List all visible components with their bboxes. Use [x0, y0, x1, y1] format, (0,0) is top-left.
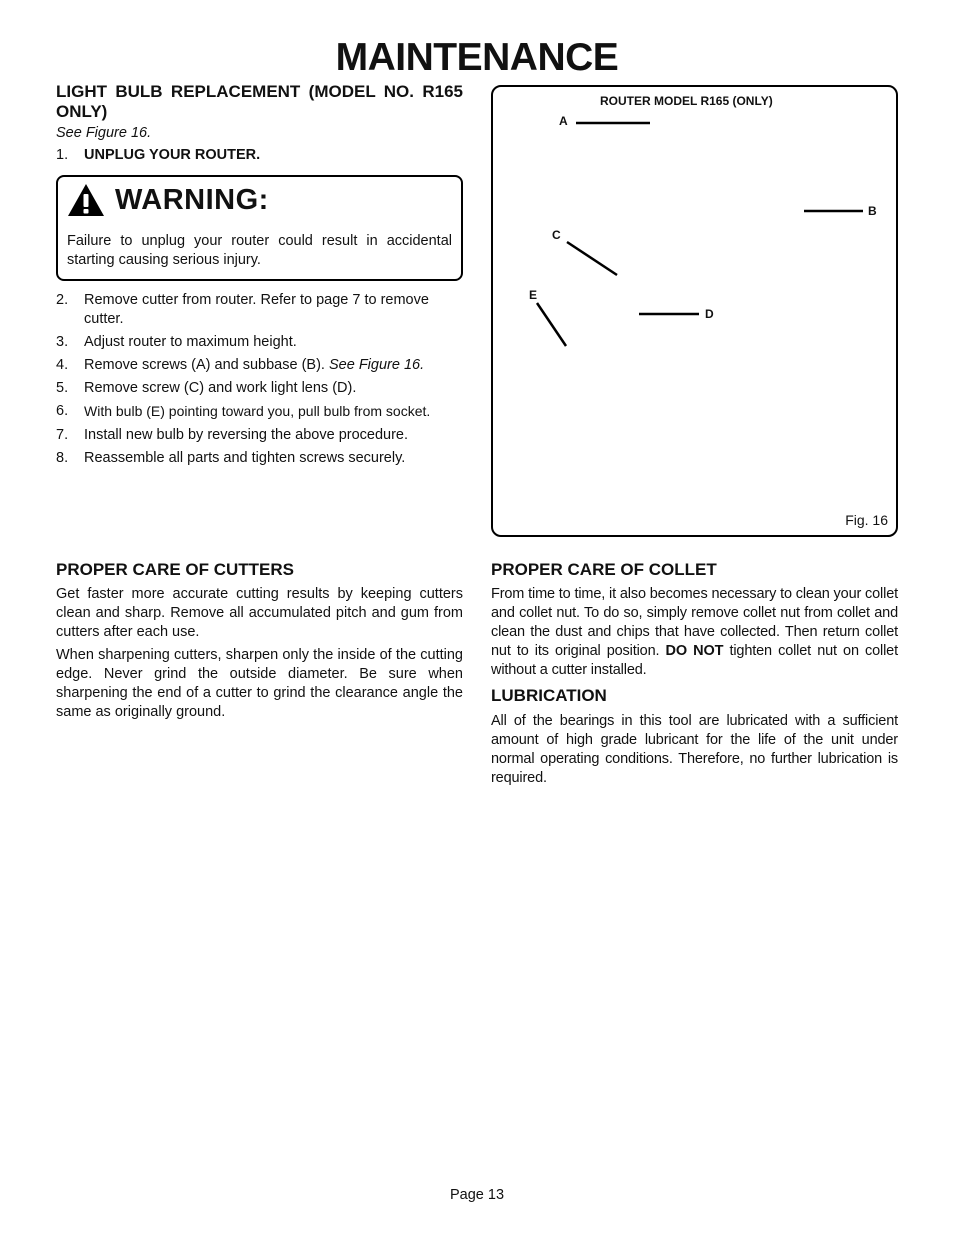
step-text: Remove cutter from router. Refer to page 7 to remove cutter.: [84, 292, 429, 327]
step-4: [56, 356, 463, 375]
lubrication-heading: LUBRICATION: [491, 686, 607, 705]
step-number: 1.: [56, 147, 69, 163]
callout-label-c: C: [552, 228, 561, 242]
step-2: [56, 291, 463, 329]
figure-16: [491, 85, 898, 537]
collet-text-end: tighten collet nut on collet without a cutter installed.: [491, 643, 898, 678]
left-column: [56, 82, 463, 472]
step-number: 6.: [56, 403, 69, 419]
light-bulb-heading: LIGHT BULB REPLACEMENT (MODEL NO. R165 ONLY): [56, 82, 463, 121]
step-text: Adjust router to maximum height.: [84, 334, 297, 350]
warning-header: [67, 183, 452, 217]
step-6: [56, 402, 463, 422]
warning-text: Failure to unplug your router could result in accidental starting causing serious injury.: [67, 233, 452, 268]
warning-triangle-icon: [67, 183, 105, 217]
warning-box: [56, 175, 463, 281]
collet-do-not: DO NOT: [665, 643, 724, 659]
figure-callout-lines: [493, 87, 896, 535]
step-number: 2.: [56, 292, 69, 308]
step-1: [56, 146, 463, 165]
cutters-section: [56, 560, 463, 722]
cutters-paragraph-2: When sharpening cutters, sharpen only the inside of the cutting edge. Never grind the outside diameter. Be sure when sharpening the end of a cutter to grind the clearance angle the same as originally ground.: [56, 647, 463, 720]
steps-list: [56, 291, 463, 468]
collet-section: [491, 560, 898, 788]
cutters-heading: PROPER CARE OF CUTTERS: [56, 560, 295, 579]
step-text: Install new bulb by reversing the above procedure.: [84, 427, 409, 443]
step-text: With bulb (E) pointing toward you, pull bulb from socket.: [84, 403, 431, 419]
step-5: [56, 379, 463, 398]
see-figure-note: See Figure 16.: [56, 125, 152, 141]
step-7: [56, 426, 463, 445]
step-text: Reassemble all parts and tighten screws securely.: [84, 450, 406, 466]
callout-line-e: [537, 303, 566, 346]
figure-caption: Fig. 16: [845, 512, 888, 528]
callout-label-b: B: [868, 204, 877, 218]
collet-text-start: From time to time, it also becomes necessary to clean your collet and collet nut. To do so, simply remove collet nut from collet and clean the dust and chips that have collected. Then return collet nut to its original position.: [491, 586, 898, 659]
step-3: [56, 333, 463, 352]
collet-heading: PROPER CARE OF COLLET: [491, 560, 717, 579]
page-title: MAINTENANCE: [335, 36, 619, 79]
step-text: Remove screw (C) and work light lens (D).: [84, 380, 357, 396]
step-text: UNPLUG YOUR ROUTER.: [84, 147, 261, 163]
callout-label-a: A: [559, 114, 568, 128]
callout-line-c: [567, 242, 617, 275]
step-number: 7.: [56, 427, 69, 443]
step-number: 8.: [56, 450, 69, 466]
step-number: 5.: [56, 380, 69, 396]
collet-paragraph: [491, 585, 898, 680]
callout-label-d: D: [705, 307, 714, 321]
step-number: 3.: [56, 334, 69, 350]
lubrication-paragraph: All of the bearings in this tool are lubricated with a sufficient amount of high grade lubricant for the life of the unit under normal operating conditions. Therefore, no further lubrication is required.: [491, 713, 898, 786]
figure-title: ROUTER MODEL R165 (ONLY): [600, 94, 773, 108]
step-number: 4.: [56, 357, 69, 373]
page-number: Page 13: [449, 1187, 505, 1203]
step-8: [56, 449, 463, 468]
warning-label: WARNING:: [115, 183, 269, 216]
callout-label-e: E: [529, 288, 538, 302]
cutters-paragraph-1: Get faster more accurate cutting results by keeping cutters clean and sharp. Remove all accumulated pitch and gum from cutters after each use.: [56, 586, 463, 640]
step-text: Remove screws (A) and subbase (B).: [84, 357, 329, 373]
step-see-figure: See Figure 16.: [328, 357, 425, 373]
